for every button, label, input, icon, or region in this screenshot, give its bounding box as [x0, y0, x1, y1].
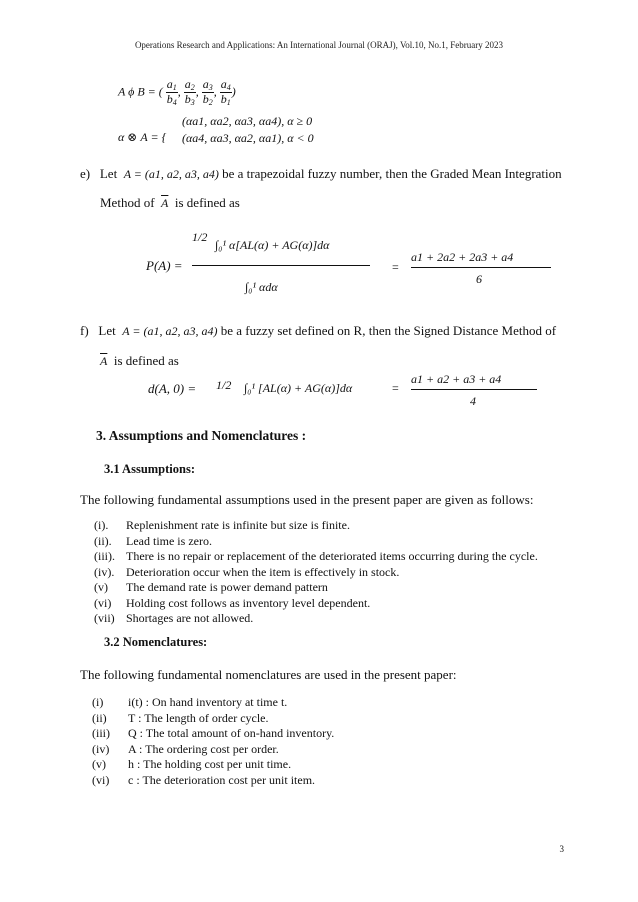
nomenclature-item-number: (iii)	[92, 726, 110, 740]
division-term-4: $\frac{a_4}{b_1}$	[220, 77, 231, 107]
assumption-item-text: Shortages are not allowed.	[126, 611, 254, 625]
assumption-item-number: (ii).	[94, 533, 112, 548]
assumption-item-text: Deterioration occur when the item is effectively in stock.	[126, 564, 400, 579]
nomenclature-item-text: T : The length of order cycle.	[128, 710, 269, 725]
definition-f-label: f)	[80, 323, 89, 338]
gmi-formula-lhs: P(A) =	[146, 258, 183, 273]
gmi-fraction-bar	[192, 265, 370, 266]
division-term-1: $\frac{a_1}{b_4}$	[166, 77, 177, 107]
subsection-nomenclatures: 3.2 Nomenclatures:	[104, 635, 208, 649]
nomenclature-item-number: (iv)	[92, 741, 110, 756]
definition-e-line1	[80, 166, 562, 182]
definition-e-let: Let	[99, 166, 118, 181]
nomenclature-item-text: Q : The total amount of on-hand inventory.	[128, 726, 335, 740]
definition-f-symbol: A	[100, 354, 108, 368]
assumption-item-text: Replenishment rate is infinite but size is finite.	[126, 518, 350, 532]
gmi-numerator: ∫₀¹ α[AL(α) + AG(α)]dα	[215, 238, 330, 252]
nomenclature-item-number: (ii)	[92, 710, 107, 725]
nomenclature-item-text: i(t) : On hand inventory at time t.	[128, 695, 288, 709]
assumption-item-number: (iv).	[94, 564, 115, 579]
assumption-item-number: (vi)	[94, 595, 112, 610]
nomenclature-item-number: (vi)	[92, 772, 110, 787]
subsection-assumptions: 3.1 Assumptions:	[104, 462, 195, 476]
running-header: Operations Research and Applications: An International Journal (ORAJ), Vol.10, No.1, February 2023	[134, 40, 504, 50]
nomenclatures-intro: The following fundamental nomenclatures are used in the present paper:	[80, 667, 457, 682]
scalar-case-negative: (αa4, αa3, αa2, αa1), α < 0	[182, 131, 314, 145]
sd-equals: =	[392, 381, 399, 395]
assumption-item-text: There is no repair or replacement of the deteriorated items occurring during the cycle.	[126, 549, 538, 563]
definition-e-method-of: Method of	[100, 195, 155, 210]
assumption-item-text: Holding cost follows as inventory level dependent.	[126, 595, 371, 610]
definition-f-defined-as: is defined as	[113, 353, 179, 368]
division-term-2: $\frac{a_2}{b_3}$	[184, 77, 195, 107]
definition-f-let: Let	[98, 323, 116, 338]
definition-e-tuple: A = (a1, a2, a3, a4)	[123, 167, 219, 181]
definition-f-line2	[100, 353, 179, 369]
definition-f-text: be a fuzzy set defined on R, then the Signed Distance Method of	[220, 323, 557, 338]
assumption-item-number: (v)	[94, 580, 108, 594]
nomenclature-item-text: A : The ordering cost per order.	[128, 741, 279, 756]
gmi-rhs-numerator: a1 + 2a2 + 2a3 + a4	[411, 250, 514, 264]
sd-rhs-denominator: 4	[470, 394, 476, 408]
gmi-numerator-coef: 1/2	[192, 230, 208, 244]
definition-e-label: e)	[80, 166, 91, 181]
sd-formula-lhs: d(A, 0) =	[148, 381, 197, 396]
definition-f-line1	[80, 323, 556, 339]
definition-e-symbol: A	[161, 196, 169, 210]
scalar-case-positive: (αa1, αa2, αa3, αa4), α ≥ 0	[182, 114, 313, 128]
section-heading: 3. Assumptions and Nomenclatures :	[96, 428, 307, 443]
definition-e-text: be a trapezoidal fuzzy number, then the Graded Mean Integration	[222, 166, 562, 181]
nomenclature-item-text: c : The deterioration cost per unit item.	[128, 772, 316, 787]
scalar-lhs: α ⊗ A = {	[118, 130, 167, 144]
fuzzy-division-equation: A ϕ B = ( $\frac{a_1}{b_4}$ , $\frac{a_2}{b_3}$ , $\frac{a_3}{b_2}$ , $\frac{a_4}{b_1}$ )	[118, 77, 236, 107]
definition-e-line2	[100, 195, 240, 211]
assumption-item-text: The demand rate is power demand pattern	[126, 580, 328, 594]
assumption-item-number: (vii)	[94, 611, 115, 625]
definition-e-defined-as: is defined as	[174, 195, 240, 210]
division-lhs: A ϕ B = (	[118, 84, 163, 99]
assumption-item-number: (i).	[94, 518, 109, 532]
sd-coef: 1/2	[216, 378, 232, 392]
division-term-3: $\frac{a_3}{b_2}$	[202, 77, 213, 107]
scalar-multiplication-equation	[118, 122, 166, 145]
definition-f-tuple: A = (a1, a2, a3, a4)	[122, 324, 218, 338]
nomenclature-item-number: (v)	[92, 757, 106, 771]
assumption-item-text: Lead time is zero.	[126, 533, 212, 548]
assumptions-intro: The following fundamental assumptions used in the present paper are given as follows:	[80, 492, 534, 507]
page-number: 3	[559, 844, 564, 854]
assumption-item-number: (iii).	[94, 549, 115, 563]
gmi-denominator: ∫₀¹ αdα	[245, 280, 278, 294]
nomenclature-item-text: h : The holding cost per unit time.	[128, 757, 292, 771]
gmi-rhs-denominator: 6	[476, 272, 482, 286]
gmi-rhs-bar	[411, 267, 551, 268]
sd-rhs-bar	[411, 389, 537, 390]
sd-rhs-numerator: a1 + a2 + a3 + a4	[411, 372, 502, 386]
nomenclature-item-number: (i)	[92, 695, 104, 709]
sd-integral: ∫₀¹ [AL(α) + AG(α)]dα	[244, 381, 353, 395]
gmi-equals: =	[392, 260, 399, 274]
